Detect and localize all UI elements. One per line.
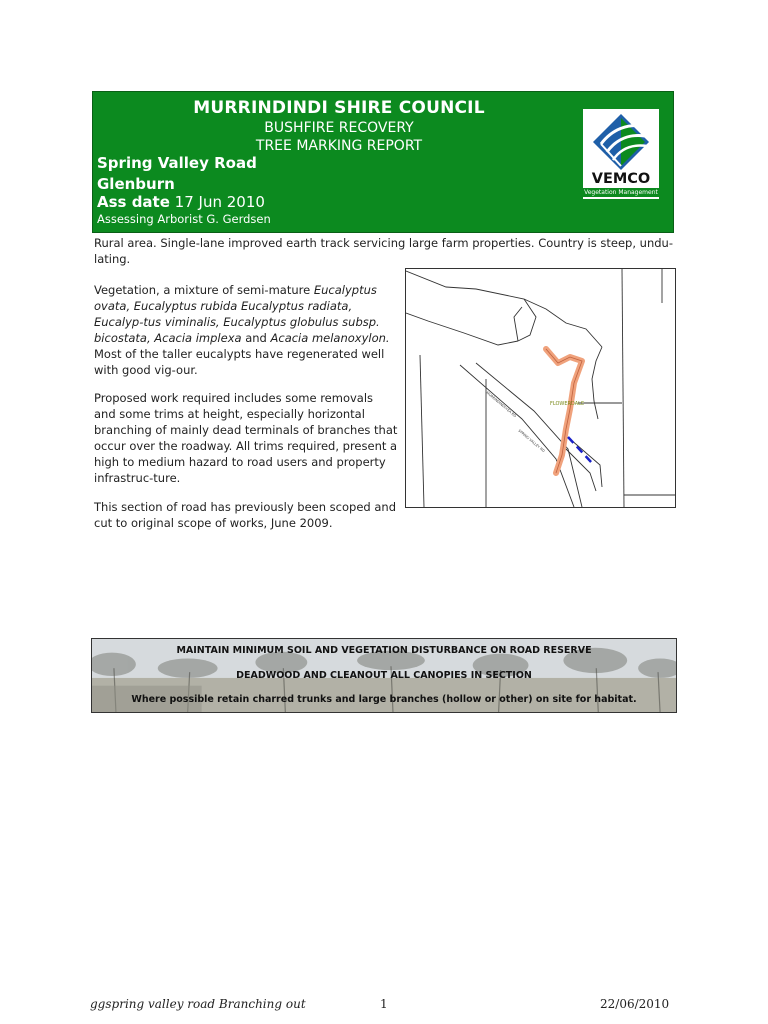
council-name: MURRINDINDI SHIRE COUNCIL — [193, 98, 485, 118]
site-map-drawing — [406, 269, 675, 507]
instruction-habitat: Where possible retain charred trunks and large branches (hollow or other) on site for habitat. — [131, 694, 637, 705]
instruction-disturbance: MAINTAIN MINIMUM SOIL AND VEGETATION DISTURBANCE ON ROAD RESERVE — [176, 645, 592, 656]
site-map — [405, 268, 676, 508]
report-subtitle-recovery: BUSHFIRE RECOVERY — [264, 120, 414, 136]
veg-text-1: Vegetation, a mixture of semi-mature — [94, 283, 314, 297]
vemco-logo — [583, 109, 659, 199]
arborist-name: Assessing Arborist G. Gerdsen — [97, 212, 271, 226]
assessment-date-label: Ass date — [97, 193, 170, 211]
veg-species-list: Eucalyptus ovata, Eucalyptus rubida Eucalyptus radiata, Eucalyp-tus viminalis, Eucalyptus globulus subsp. bicostata, Acacia implexa — [94, 283, 380, 345]
map-place-label: FLOWERDALE — [550, 401, 585, 407]
report-subtitle-marking: TREE MARKING REPORT — [255, 138, 423, 154]
vemco-wordmark: VEMCO — [591, 171, 651, 187]
veg-text-3: Most of the taller eucalypts have regenerated well with good vig-our. — [94, 347, 385, 377]
map-road-label-2: SPRING VALLEY RD — [517, 428, 546, 454]
previous-scope-note: This section of road has previously been scoped and cut to original scope of works, June 2009. — [94, 500, 396, 530]
proposed-work: Proposed work required includes some removals and some trims at height, especially horizontal branching of mainly dead terminals of branches that occur over the roadway. All trims required, present a high to medium hazard to road users and property infrastruc-ture. — [94, 391, 398, 485]
vegetation-description — [94, 282, 398, 378]
assessment-date — [97, 193, 265, 211]
site-description: Rural area. Single-lane improved earth track servicing large farm properties. Country is steep, undu-lating. — [94, 236, 673, 266]
veg-species-last: Acacia melanoxylon. — [270, 331, 390, 345]
vemco-leaf-icon — [587, 112, 655, 174]
vemco-tagline: Vegetation Management — [584, 189, 658, 196]
assessment-date-value: 17 Jun 2010 — [174, 193, 265, 211]
instruction-deadwood: DEADWOOD AND CLEANOUT ALL CANOPIES IN SECTION — [236, 670, 532, 681]
report-header-banner — [92, 91, 674, 233]
locality-name: Glenburn — [97, 175, 175, 193]
road-name: Spring Valley Road — [97, 154, 257, 172]
map-road-label-1: MURRINDINDI-YEA RD — [485, 390, 518, 419]
footer-page-number: 1 — [380, 997, 388, 1011]
work-instructions-banner — [91, 638, 677, 713]
veg-text-2: and — [241, 331, 271, 345]
footer-date: 22/06/2010 — [600, 997, 670, 1011]
footer-filename: ggspring valley road Branching out — [90, 997, 306, 1011]
